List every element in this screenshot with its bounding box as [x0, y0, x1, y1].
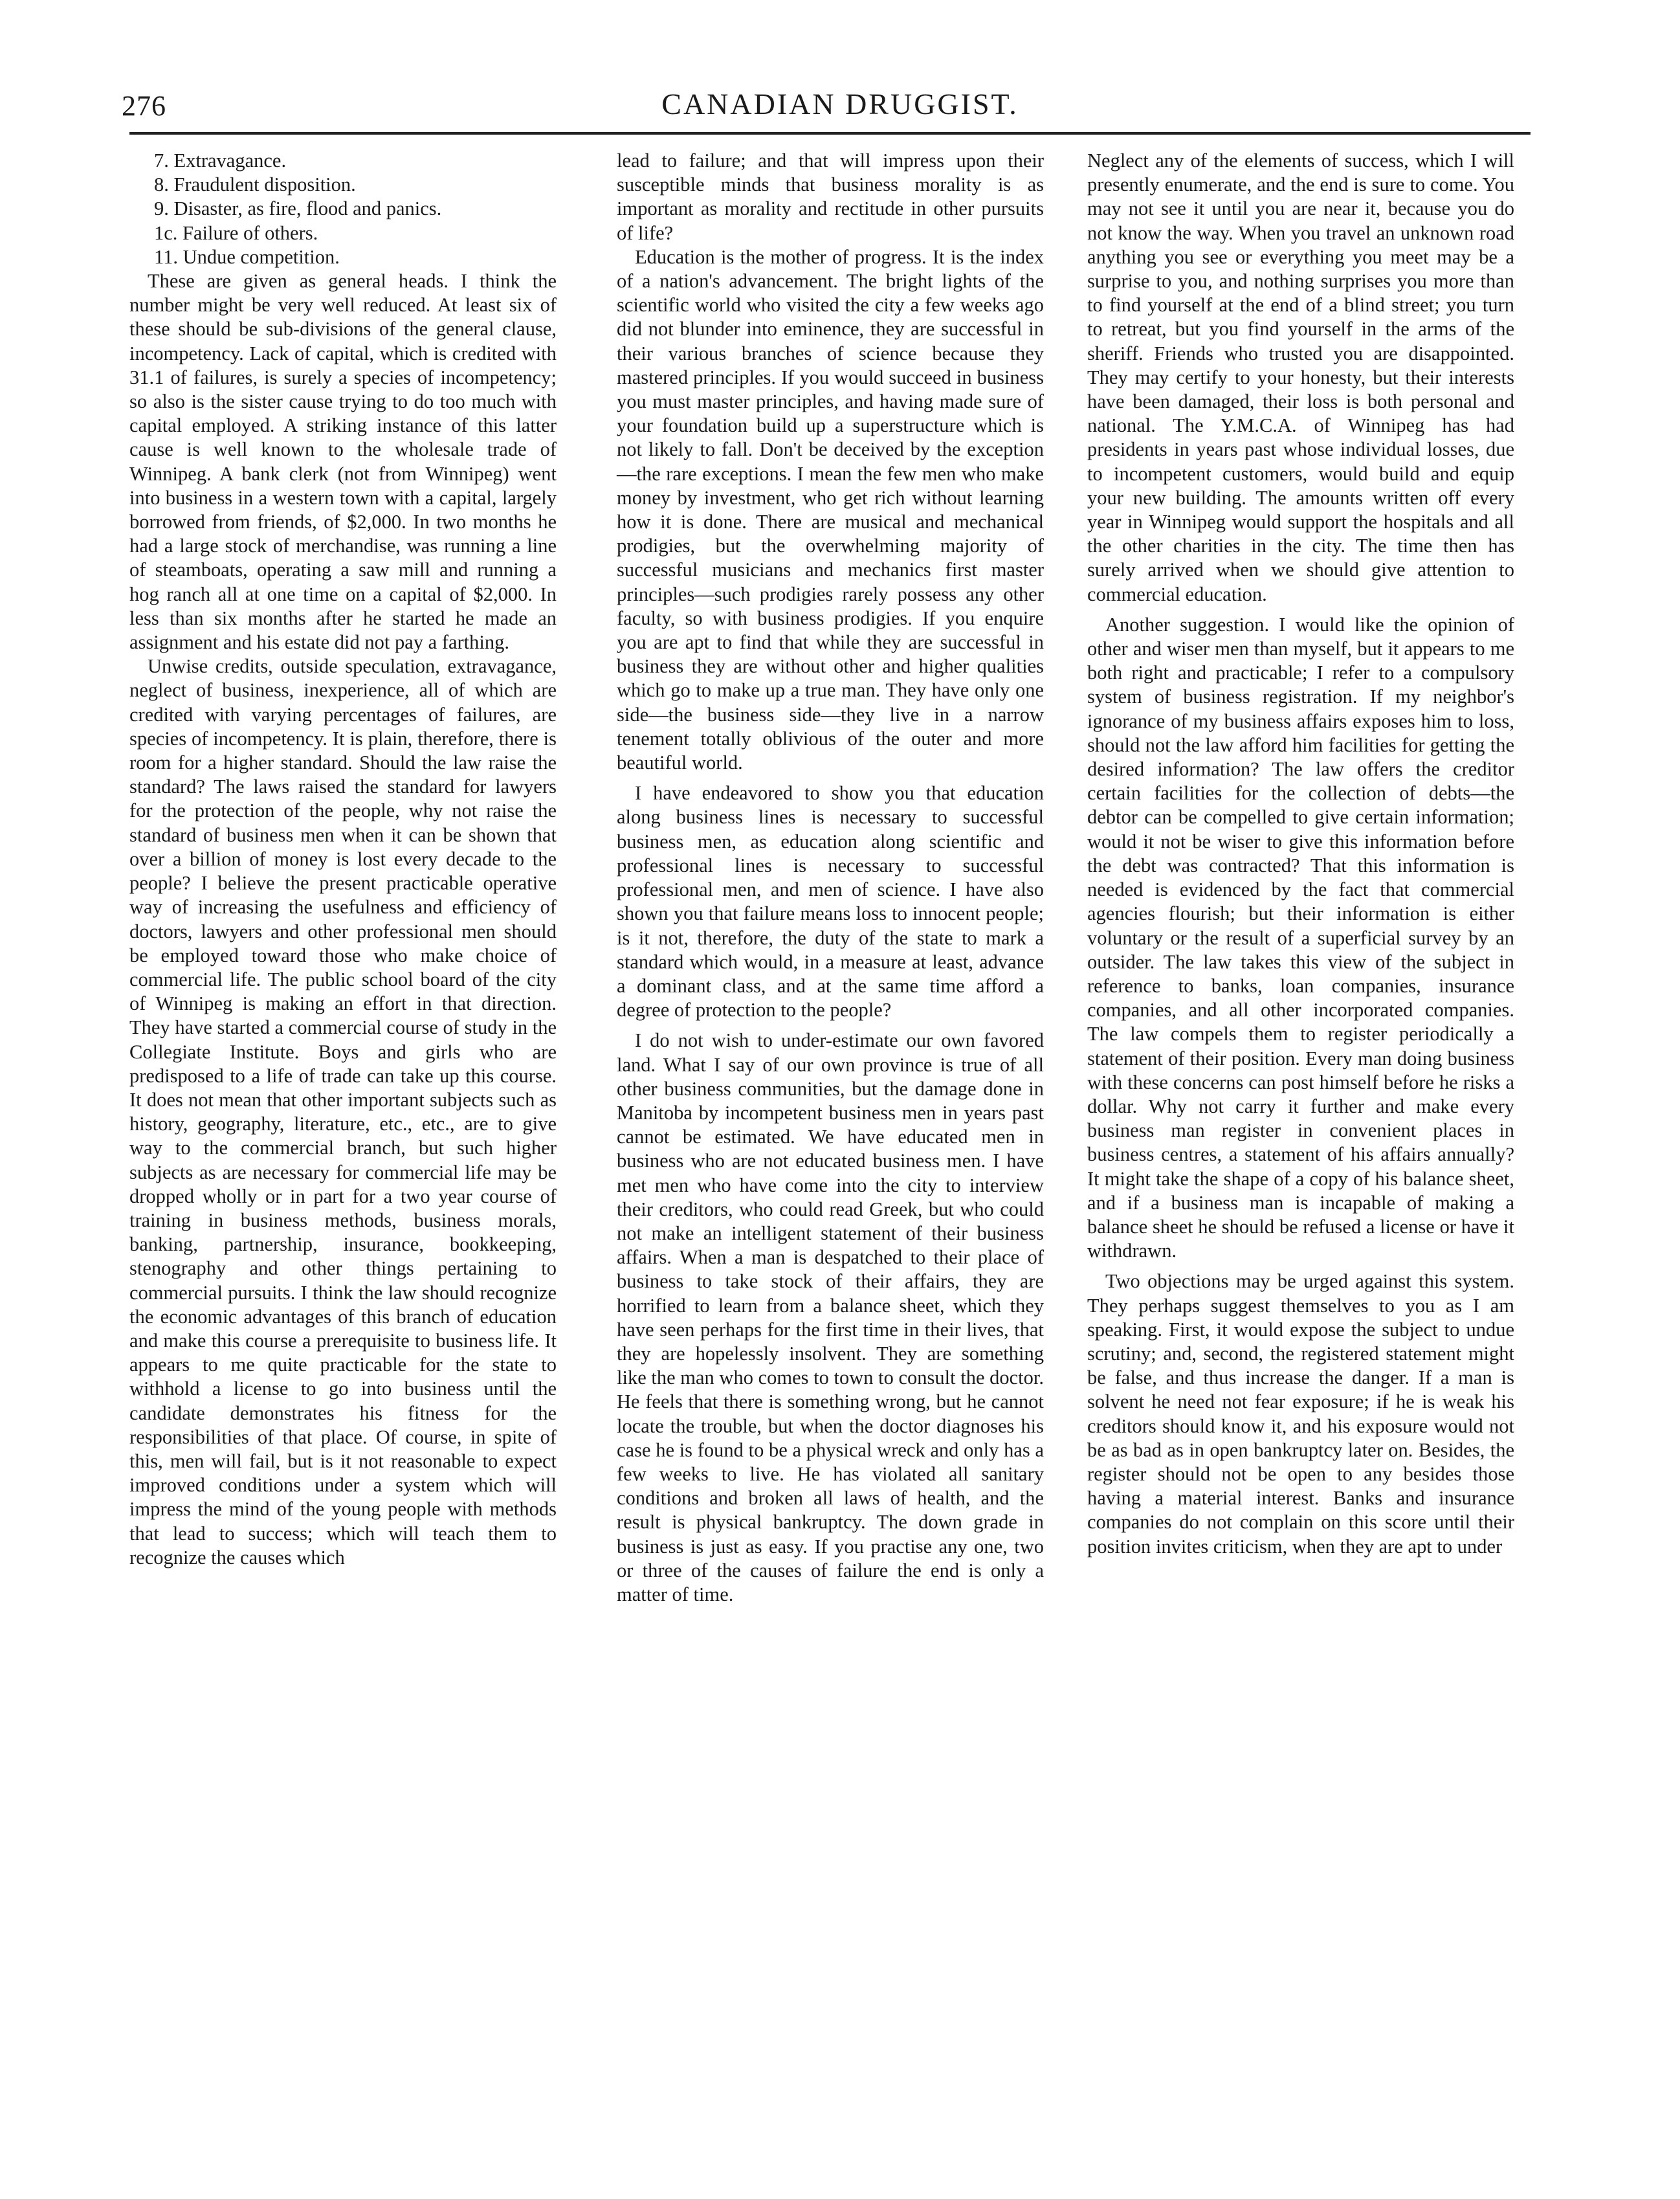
page-number: 276	[122, 90, 166, 122]
list-item: 8. Fraudulent disposition.	[154, 173, 356, 196]
text-column-3	[1087, 149, 1514, 1559]
paragraph: Two objections may be urged against this system. They perhaps suggest themselves to you as I am speaking. First, it would expose the subject to undue scrutiny; and, second, the registered statement might be false, and thus increase the danger. If a man is solvent he need not fear exposure; if he is weak his creditors should know it, and his exposure would not be as bad as in open bankruptcy later on. Besides, the register should not be open to any besides those having a material interest. Banks and insurance companies do not complain on this score until their position invites criticism, when they are apt to under	[1087, 1270, 1514, 1557]
list-item: 7. Extravagance.	[154, 150, 287, 172]
paragraph: Another suggestion. I would like the opinion of other and wiser men than myself, but it appears to me both right and practicable; I refer to a compulsory system of business registration. If my neighbor's ignorance of my business affairs exposes him to loss, should not the law afford him facilities for getting the desired information? The law offers the creditor certain facilities for the collection of debts—the debtor can be compelled to give certain information; would it not be wiser to give this information before the debt was contracted? That this information is needed is evidenced by the fact that commercial agencies flourish; but their information is either voluntary or the result of a superficial survey by an outsider. The law takes this view of the subject in reference to banks, loan companies, insurance companies, and all other incorporated companies. The law compels them to register periodically a statement of their position. Every man doing business with these concerns can post himself before he risks a dollar. Why not carry it further and make every business man register in convenient places in business centres, a statement of his affairs annually? It might take the shape of a copy of his balance sheet, and if a business man is incapable of making a balance sheet he should be refused a license or have it withdrawn.	[1087, 613, 1514, 1262]
header-rule	[129, 132, 1531, 135]
paragraph-continued: lead to failure; and that will impress upon their susceptible minds that business morality is as important as morality and rectitude in other pursuits of life?	[617, 150, 1044, 244]
list-item: 9. Disaster, as fire, flood and panics.	[154, 197, 442, 220]
paragraph: Education is the mother of progress. It is the index of a nation's advancement. The bright lights of the scientific world who visited the city a few weeks ago did not blunder into eminence, they are successful in their various branches of science because they mastered principles. If you would succeed in business you must master principles, and having made sure of your foundation build up a superstructure which is not likely to fall. Don't be deceived by the exception—the rare exceptions. I mean the few men who make money by investment, who get rich without learning how it is done. There are musical and mechanical prodigies, but the overwhelming majority of successful musicians and mechanics first master principles—such prodigies rarely possess any other faculty, so with business prodigies. If you enquire you are apt to find that while they are successful in business they are without other and higher qualities which go to make up a true man. They have only one side—the business side—they live in a narrow tenement totally oblivious of the outer and more beautiful world.	[617, 245, 1044, 774]
list-item: 11. Undue competition.	[154, 245, 340, 268]
failure-causes-list	[154, 149, 557, 269]
paragraph: I do not wish to under-estimate our own favored land. What I say of our own province is true of all other business communities, but the damage done in Manitoba by incompetent business men in years past cannot be estimated. We have educated men in business who are not educated business men. I have met men who have come into the city to interview their creditors, who could read Greek, but who could not make an intelligent statement of their business affairs. When a man is despatched to their place of business to take stock of their affairs, they are horrified to learn from a balance sheet, which they have seen perhaps for the first time in their lives, that they are hopelessly insolvent. They are something like the man who comes to town to consult the doctor. He feels that there is something wrong, but he cannot locate the trouble, but when the doctor diagnoses his case he is found to be a physical wreck and only has a few weeks to live. He has violated all sanitary conditions and broken all laws of health, and the result is physical bankruptcy. The down grade in business is just as easy. If you practise any one, two or three of the causes of failure the end is only a matter of time.	[617, 1029, 1044, 1605]
paragraph: These are given as general heads. I think the number might be very well reduced. At least six of these should be sub-divisions of the general clause, incompetency. Lack of capital, which is credited with 31.1 of failures, is surely a species of incompetency; so also is the sister cause trying to do too much with capital employed. A striking instance of this latter cause is well known to the wholesale trade of Winnipeg. A bank clerk (not from Winnipeg) went into business in a western town with a capital, largely borrowed from friends, of $2,000. In two months he had a large stock of merchandise, was running a line of steamboats, operating a saw mill and running a hog ranch all at one time on a capital of $2,000. In less than six months after he started he made an assignment and his estate did not pay a farthing.	[129, 270, 557, 654]
text-column-1	[129, 149, 557, 1570]
paragraph-continued: Neglect any of the elements of success, which I will presently enumerate, and the end is sure to come. You may not see it until you are near it, because you do not know the way. When you travel an unknown road anything you see or everything you meet may be a surprise to you, and nothing surprises you more than to find yourself at the end of a blind street; you turn to retreat, but you find yourself in the arms of the sheriff. Friends who trusted you are disappointed. They may certify to your honesty, but their interests have been damaged, their loss is both personal and national. The Y.M.C.A. of Winnipeg has had presidents in years past whose individual losses, due to incompetent customers, would build and equip your new building. The amounts written off every year in Winnipeg would support the hospitals and all the other charities in the city. The time then has surely arrived when we should give attention to commercial education.	[1087, 150, 1514, 605]
paragraph: I have endeavored to show you that education along business lines is necessary to successful business men, as education along scientific and professional lines is necessary to successful professional men, and men of science. I have also shown you that failure means loss to innocent people; is it not, therefore, the duty of the state to mark a standard which would, in a measure at least, advance a dominant class, and at the same time afford a degree of protection to the people?	[617, 782, 1044, 1021]
list-item: 1c. Failure of others.	[154, 221, 318, 244]
running-head-title: CANADIAN DRUGGIST.	[661, 87, 1019, 120]
text-column-2	[617, 149, 1044, 1607]
paragraph: Unwise credits, outside speculation, extravagance, neglect of business, inexperience, all of which are credited with varying percentages of failures, are species of incompetency. It is plain, therefore, there is room for a higher standard. Should the law raise the standard? The laws raised the standard for lawyers for the protection of the people, why not raise the standard of business men when it can be shown that over a billion of money is lost every decade to the people? I believe the present practicable operative way of increasing the usefulness and efficiency of doctors, lawyers and other professional men should be employed toward those who make choice of commercial life. The public school board of the city of Winnipeg is making an effort in that direction. They have started a commercial course of study in the Collegiate Institute. Boys and girls who are predisposed to a life of trade can take up this course. It does not mean that other important subjects such as history, geography, literature, etc., etc., are to give way to the commercial branch, but such higher subjects as are necessary for commercial life may be dropped wholly or in part for a two year course of training in business methods, business morals, banking, partnership, insurance, bookkeeping, stenography and other things pertaining to commercial pursuits. I think the law should recognize the economic advantages of this branch of education and make this course a prerequisite to business life. It appears to me quite practicable for the state to withhold a license to go into business until the candidate demonstrates his fitness for the responsibilities of that place. Of course, in spite of this, men will fail, but is it not reasonable to expect improved conditions under a system which will impress the mind of the young people with methods that lead to success; which will teach them to recognize the causes which	[129, 655, 557, 1568]
